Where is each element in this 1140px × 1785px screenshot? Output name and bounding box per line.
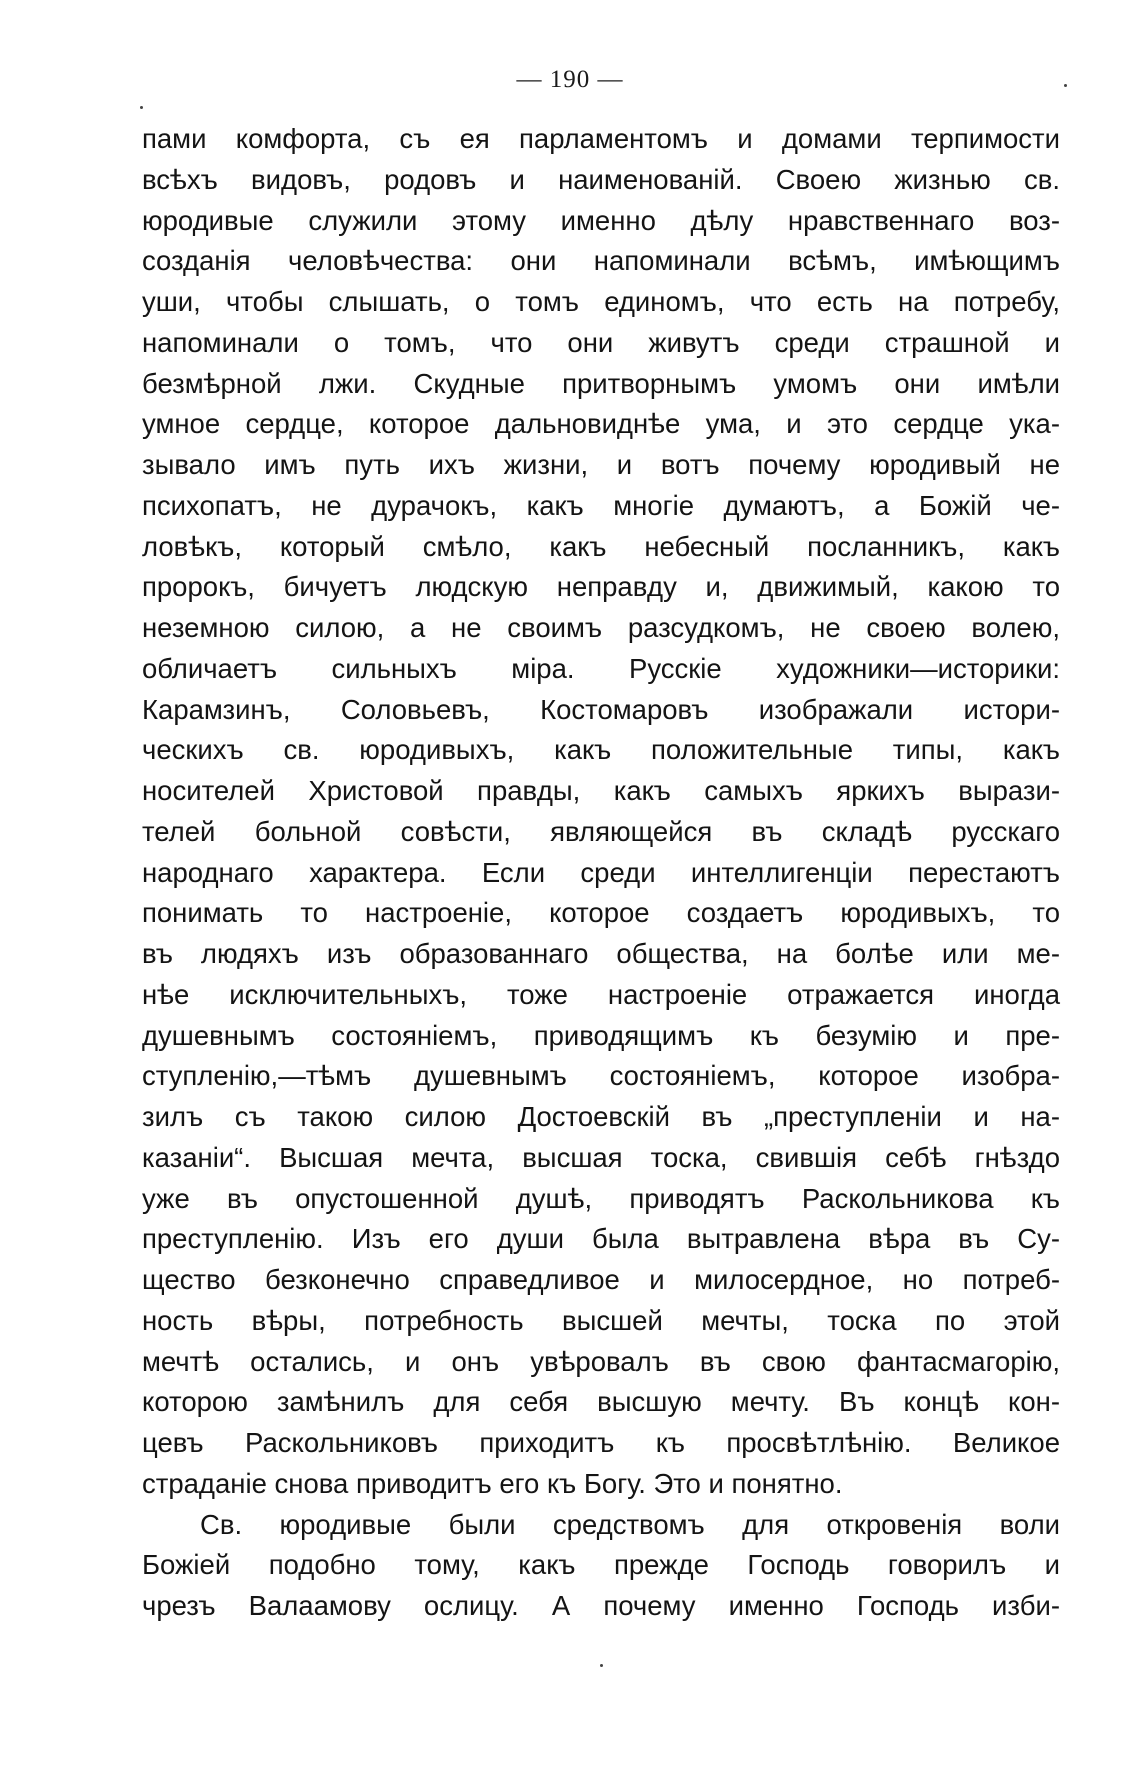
scan-speck [600, 1664, 603, 1667]
text-line: въ людяхъ изъ образованнаго общества, на болѣе или ме- [142, 938, 1060, 969]
text-line: психопатъ, не дурачокъ, какъ многіе думаютъ, а Божій че- [142, 489, 1060, 521]
text-line: Св. юродивые были средствомъ для откровенія воли [200, 1508, 1060, 1540]
paragraph-1 [142, 119, 1060, 1505]
text-line: безмѣрной лжи. Скудные притворнымъ умомъ они имѣли [142, 367, 1060, 399]
text-line: умное сердце, которое дальновиднѣе ума, и это сердце ука- [142, 408, 1060, 440]
text-line: Карамзинъ, Соловьевъ, Костомаровъ изображали истори- [142, 693, 1060, 725]
text-line: ступленію,—тѣмъ душевнымъ состояніемъ, которое изобра- [142, 1060, 1060, 1092]
text-line: которою замѣнилъ для себя высшую мечту. Въ концѣ кон- [142, 1386, 1060, 1418]
text-line: носителей Христовой правды, какъ самыхъ яркихъ вырази- [142, 775, 1060, 806]
text-line: щество безконечно справедливое и милосердное, но потреб- [142, 1264, 1060, 1295]
text-line: мечтѣ остались, и онъ увѣровалъ въ свою фантасмагорію, [142, 1345, 1060, 1377]
text-line: неземною силою, а не своимъ разсудкомъ, не своею волею, [142, 612, 1060, 643]
text-line: напоминали о томъ, что они живутъ среди страшной и [142, 326, 1060, 358]
text-line: понимать то настроеніе, которое создаетъ юродивыхъ, то [142, 897, 1060, 929]
text-line: ловѣкъ, который смѣло, какъ небесный посланникъ, какъ [142, 530, 1060, 562]
text-line: всѣхъ видовъ, родовъ и наименованій. Своею жизнью св. [142, 163, 1060, 195]
text-line: Божіей подобно тому, какъ прежде Господь говорилъ и [142, 1549, 1060, 1581]
text-line: нѣе исключительныхъ, тоже настроеніе отражается иногда [142, 978, 1060, 1010]
text-line: ность вѣры, потребность высшей мечты, тоска по этой [142, 1304, 1060, 1336]
text-line: чрезъ Валаамову ослицу. А почему именно Господь изби- [142, 1590, 1060, 1621]
body-text [142, 119, 1060, 1627]
text-line: зывало имъ путь ихъ жизни, и вотъ почему юродивый не [142, 449, 1060, 480]
text-line: уши, чтобы слышать, о томъ единомъ, что есть на потребу, [142, 286, 1060, 317]
text-line: народнаго характера. Если среди интеллигенціи перестаютъ [142, 856, 1060, 888]
scan-speck [1064, 84, 1067, 87]
text-line: пами комфорта, съ ея парламентомъ и домами терпимости [142, 123, 1060, 154]
text-line: преступленію. Изъ его души была вытравлена вѣра въ Су- [142, 1223, 1060, 1255]
text-line: созданія человѣчества: они напоминали всѣмъ, имѣющимъ [142, 245, 1060, 277]
scan-speck [140, 106, 143, 109]
paragraph-2 [142, 1505, 1060, 1627]
text-line: цевъ Раскольниковъ приходитъ къ просвѣтлѣнію. Великое [142, 1427, 1060, 1458]
text-line: пророкъ, бичуетъ людскую неправду и, движимый, какою то [142, 571, 1060, 603]
text-line: зилъ съ такою силою Достоевскій въ „преступленіи и на- [142, 1101, 1060, 1132]
text-line: уже въ опустошенной душѣ, приводятъ Раскольникова къ [142, 1182, 1060, 1214]
page-number: — 190 — [516, 66, 624, 93]
text-line: юродивые служили этому именно дѣлу нравственнаго воз- [142, 204, 1060, 236]
text-line: обличаетъ сильныхъ міра. Русскіе художники—историки: [142, 652, 1060, 684]
text-line: страданіе снова приводитъ его къ Богу. Это и понятно. [142, 1467, 843, 1499]
text-line: ческихъ св. юродивыхъ, какъ положительные типы, какъ [142, 734, 1060, 766]
text-line: душевнымъ состояніемъ, приводящимъ къ безумію и пре- [142, 1019, 1060, 1051]
text-line: казаніи“. Высшая мечта, высшая тоска, свившія себѣ гнѣздо [142, 1141, 1060, 1173]
text-line: телей больной совѣсти, являющейся въ складѣ русскаго [142, 815, 1060, 847]
